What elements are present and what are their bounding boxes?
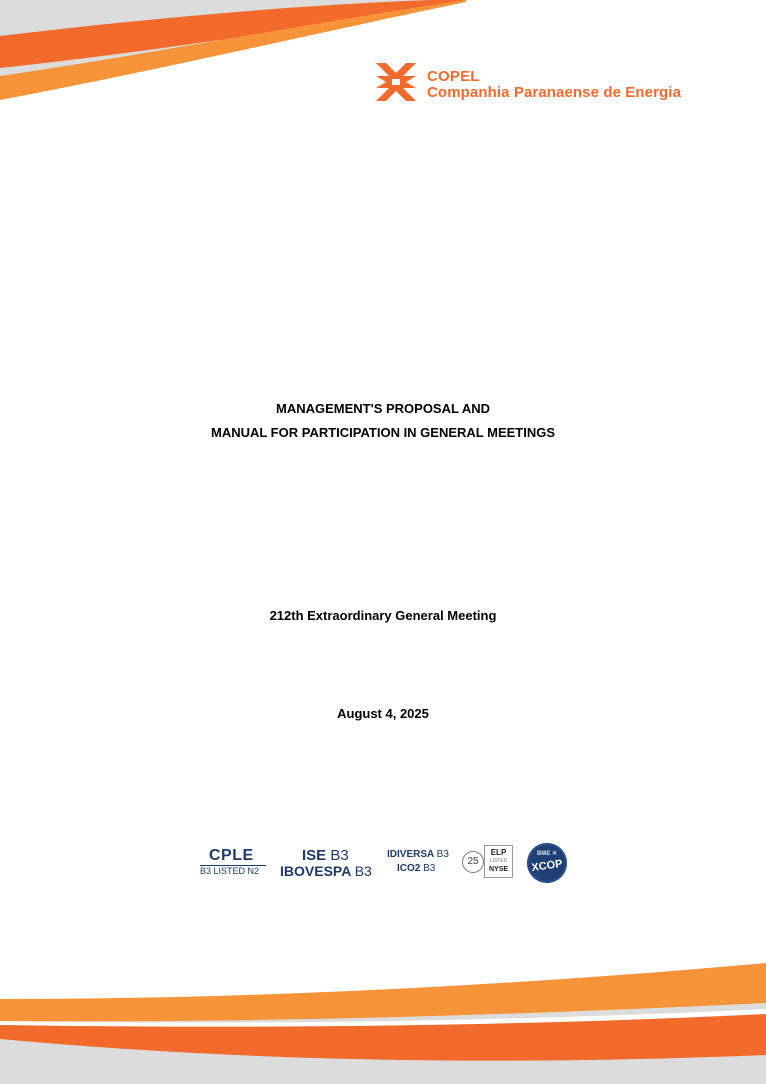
anniversary-25-icon: 25 xyxy=(462,851,484,873)
ise-badge xyxy=(302,847,349,864)
title-line-1: MANAGEMENT'S PROPOSAL AND xyxy=(276,401,490,416)
logo-wordmark: COPEL xyxy=(427,68,480,85)
elp-label: ELP xyxy=(490,848,507,857)
document-title xyxy=(0,397,766,445)
xcop-badge xyxy=(527,843,567,883)
meeting-name: 212th Extraordinary General Meeting xyxy=(269,608,497,623)
listed-label: LISTED xyxy=(489,858,508,864)
idiversa-label: IDIVERSA xyxy=(387,849,434,860)
xcop-label: XCOP xyxy=(530,857,564,875)
ibovespa-suffix: B3 xyxy=(354,863,372,879)
ibovespa-label: IBOVESPA xyxy=(280,863,351,879)
ico2-suffix: B3 xyxy=(423,863,436,874)
cple-ticker: CPLE xyxy=(209,847,254,864)
bottom-decorative-swoosh xyxy=(0,955,766,1084)
cple-listing: B3 LISTED N2 xyxy=(200,866,260,876)
meeting-date: August 4, 2025 xyxy=(337,706,429,721)
xcop-exchange-label: BME ✕ xyxy=(536,851,558,857)
copel-zigzag-icon xyxy=(375,62,417,102)
ise-label: ISE xyxy=(302,847,327,864)
ibovespa-badge xyxy=(280,863,372,879)
logo-company-name: Companhia Paranaense de Energia xyxy=(427,84,682,101)
idiversa-suffix: B3 xyxy=(436,849,449,860)
ise-suffix: B3 xyxy=(330,847,349,864)
ico2-badge xyxy=(397,863,435,874)
title-line-2: MANUAL FOR PARTICIPATION IN GENERAL MEETINGS xyxy=(210,425,556,440)
idiversa-badge xyxy=(387,849,449,860)
nyse-label: NYSE xyxy=(488,866,509,873)
ico2-label: ICO2 xyxy=(397,863,421,874)
nyse-listing-badge xyxy=(484,845,513,878)
listing-badges xyxy=(0,840,766,885)
